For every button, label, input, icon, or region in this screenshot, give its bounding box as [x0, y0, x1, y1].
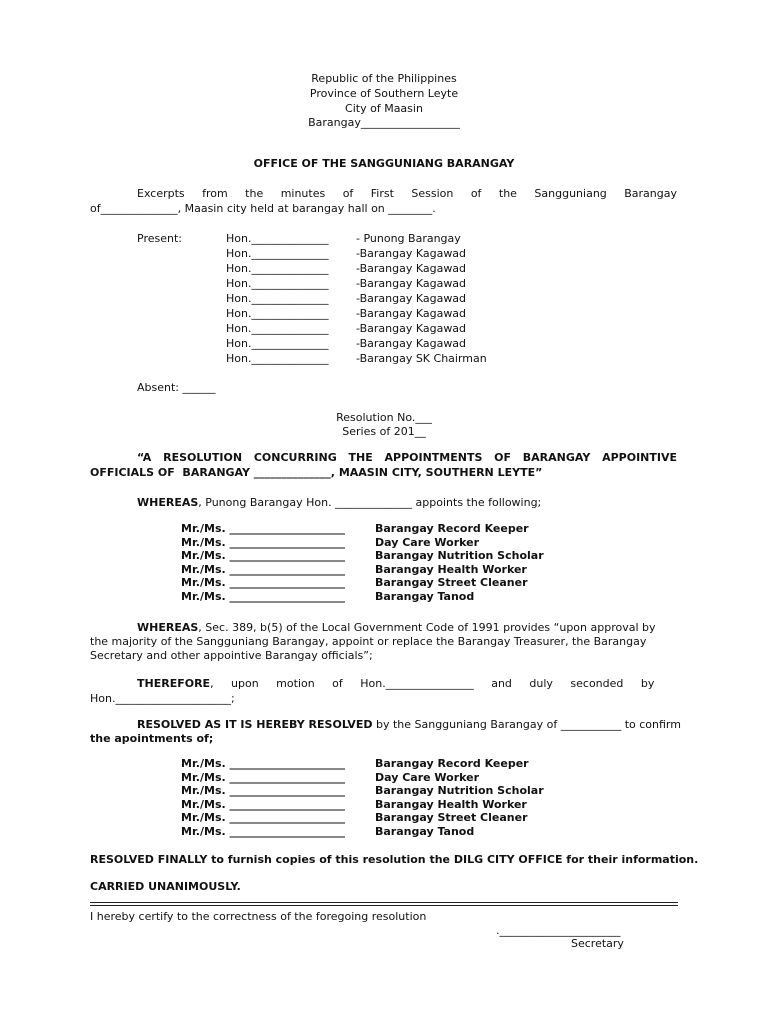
- present-member-role: -Barangay Kagawad: [356, 247, 467, 260]
- whereas-2-line-2: the majority of the Sangguniang Barangay, appoint or replace the Barangay Treasurer, the Barangay: [90, 635, 647, 648]
- whereas-2-keyword: WHEREAS: [137, 621, 199, 634]
- appointee-position: Barangay Health Worker: [375, 797, 527, 811]
- present-member-role: -Barangay Kagawad: [356, 292, 467, 305]
- excerpt-line-1: Excerpts from the minutes of First Session of the Sangguniang Barangay: [137, 187, 677, 200]
- present-member-hon: Hon.______________: [226, 232, 329, 245]
- whereas-2-text: , Sec. 389, b(5) of the Local Government Code of 1991 provides “upon approval by: [198, 621, 656, 634]
- header-republic: Republic of the Philippines: [311, 72, 457, 85]
- divider-top: [90, 902, 678, 903]
- appointee-name-line: Mr./Ms. _____________________: [181, 522, 346, 535]
- appointee-name-line: Mr./Ms. _____________________: [181, 535, 346, 549]
- appointee-name-line: Mr./Ms. _____________________: [181, 562, 346, 576]
- appointee-position: Day Care Worker: [375, 770, 480, 784]
- present-member-role: -Barangay Kagawad: [356, 277, 467, 290]
- resolution-title-line-2: OFFICIALS OF BARANGAY ______________, MAASIN CITY, SOUTHERN LEYTE”: [90, 466, 543, 479]
- resolution-series: Series of 201__: [342, 425, 426, 438]
- present-member-hon: Hon.______________: [226, 307, 329, 320]
- divider-bottom: [90, 905, 678, 906]
- appointee-name-line: Mr./Ms. _____________________: [181, 797, 346, 811]
- therefore-text: , upon motion of Hon.________________ and duly seconded by: [210, 677, 655, 690]
- present-member-hon: Hon.______________: [226, 337, 329, 350]
- present-member-hon: Hon.______________: [226, 247, 329, 260]
- resolved-line-1: [137, 718, 681, 732]
- present-member-hon: Hon.______________: [226, 277, 329, 290]
- appointee-position: Barangay Tanod: [375, 589, 475, 603]
- present-member-hon: Hon.______________: [226, 352, 329, 365]
- appointee-name-line: Mr./Ms. _____________________: [181, 784, 346, 797]
- appointee-name-line: Mr./Ms. _____________________: [181, 811, 346, 824]
- present-member-role: -Barangay Kagawad: [356, 322, 467, 335]
- resolved-keyword: RESOLVED AS IT IS HEREBY RESOLVED: [137, 718, 373, 731]
- appointee-position: Barangay Health Worker: [375, 562, 527, 576]
- resolved-line-2: the apointments of;: [90, 732, 214, 745]
- therefore-line-1: [137, 677, 677, 691]
- whereas-2-line-3: Secretary and other appointive Barangay officials”;: [90, 649, 373, 662]
- therefore-line-2: Hon._____________________;: [90, 692, 235, 705]
- excerpt-line-2: of______________, Maasin city held at barangay hall on ________.: [90, 202, 436, 215]
- resolved-finally: RESOLVED FINALLY to furnish copies of this resolution the DILG CITY OFFICE for their information.: [90, 853, 699, 866]
- appointee-position: Day Care Worker: [375, 535, 480, 549]
- appointee-position: Barangay Nutrition Scholar: [375, 549, 544, 562]
- appointee-position: Barangay Record Keeper: [375, 757, 529, 770]
- whereas-1-keyword: WHEREAS: [137, 496, 199, 509]
- appointee-name-line: Mr./Ms. _____________________: [181, 549, 346, 562]
- appointee-name-line: Mr./Ms. _____________________: [181, 824, 346, 838]
- resolved-text: by the Sangguniang Barangay of ___________ to confirm: [372, 718, 681, 731]
- present-member-role: -Barangay SK Chairman: [356, 352, 487, 365]
- appointee-position: Barangay Record Keeper: [375, 522, 529, 535]
- appointee-name-line: Mr./Ms. _____________________: [181, 589, 346, 603]
- present-member-hon: Hon.______________: [226, 262, 329, 275]
- signature-line: .______________________: [496, 924, 621, 937]
- present-member-role: -Barangay Kagawad: [356, 337, 467, 350]
- appointee-name-line: Mr./Ms. _____________________: [181, 576, 346, 589]
- appointee-position: Barangay Street Cleaner: [375, 811, 528, 824]
- certify-text: I hereby certify to the correctness of the foregoing resolution: [90, 910, 427, 923]
- whereas-1: [137, 496, 541, 510]
- whereas-1-text: , Punong Barangay Hon. ______________ appoints the following;: [198, 496, 542, 509]
- present-member-role: - Punong Barangay: [356, 232, 461, 245]
- resolution-number: Resolution No.___: [336, 411, 432, 424]
- present-member-hon: Hon.______________: [226, 292, 329, 305]
- whereas-2-line-1: [137, 621, 656, 635]
- header-barangay: Barangay__________________: [308, 116, 460, 129]
- absent-line: Absent: ______: [137, 381, 216, 394]
- header-province: Province of Southern Leyte: [309, 87, 459, 100]
- appointee-name-line: Mr./Ms. _____________________: [181, 770, 346, 784]
- present-member-hon: Hon.______________: [226, 322, 329, 335]
- secretary-label: Secretary: [571, 937, 624, 950]
- appointee-position: Barangay Nutrition Scholar: [375, 784, 544, 797]
- present-member-role: -Barangay Kagawad: [356, 307, 467, 320]
- present-label: Present:: [137, 232, 182, 245]
- resolution-title-line-1: “A RESOLUTION CONCURRING THE APPOINTMENTS OF BARANGAY APPOINTIVE: [137, 451, 677, 464]
- appointee-position: Barangay Tanod: [375, 824, 475, 838]
- therefore-keyword: THEREFORE: [137, 677, 211, 690]
- carried-unanimously: CARRIED UNANIMOUSLY.: [90, 880, 241, 893]
- appointee-name-line: Mr./Ms. _____________________: [181, 757, 346, 770]
- office-title: OFFICE OF THE SANGGUNIANG BARANGAY: [253, 157, 515, 170]
- appointee-position: Barangay Street Cleaner: [375, 576, 528, 589]
- header-city: City of Maasin: [345, 102, 423, 115]
- present-member-role: -Barangay Kagawad: [356, 262, 467, 275]
